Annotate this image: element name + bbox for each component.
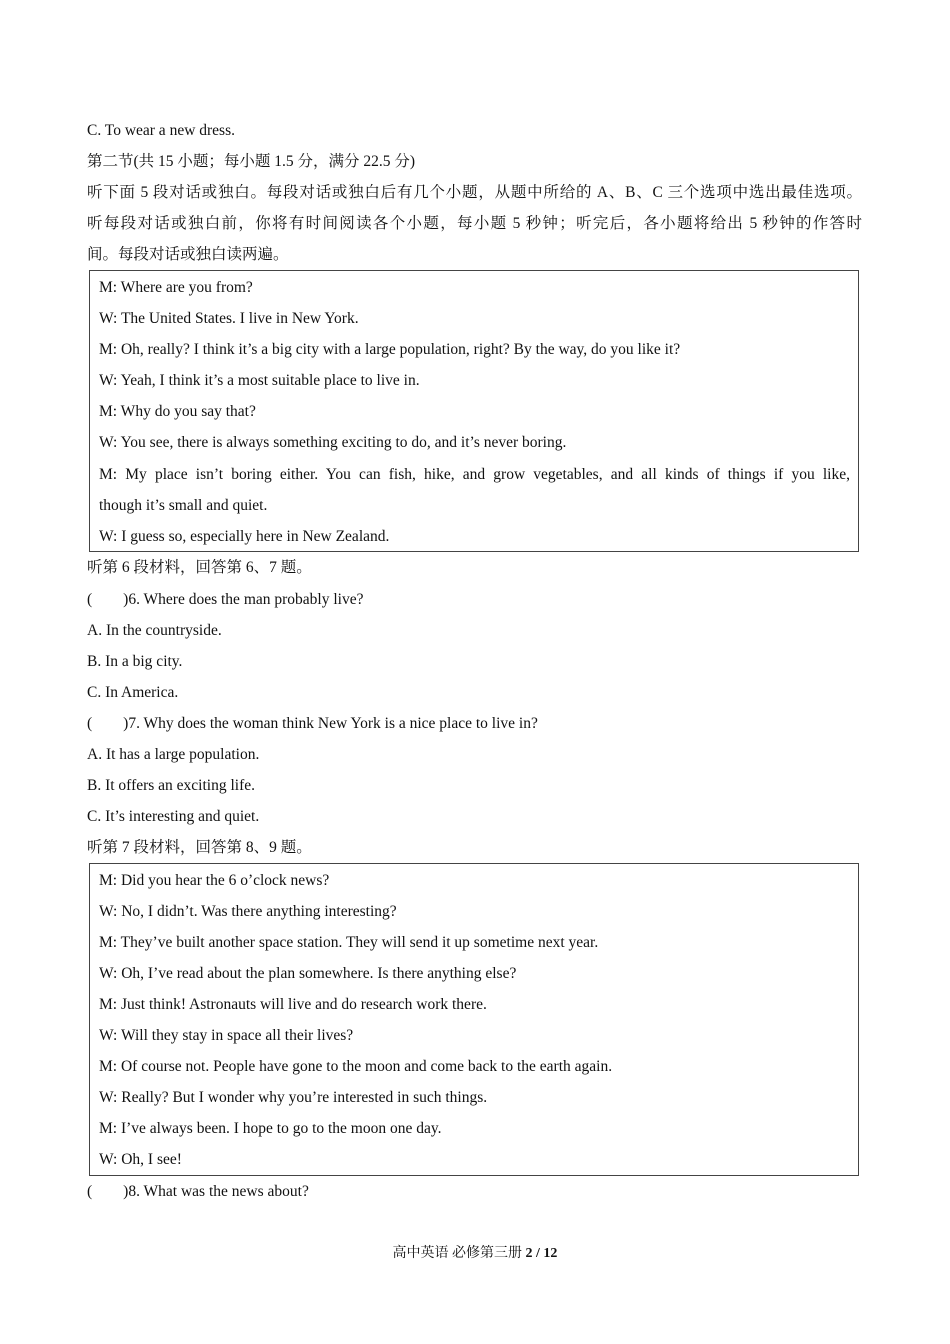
transcript-line: W: You see, there is always something exciting to do, and it’s never boring. [99, 434, 567, 451]
question-6-option-a: A. In the countryside. [87, 622, 222, 639]
transcript-line: W: I guess so, especially here in New Zealand. [99, 528, 390, 545]
question-7: ( )7. Why does the woman think New York is a nice place to live in? [87, 715, 538, 732]
transcript-line: M: I’ve always been. I hope to go to the moon one day. [99, 1120, 442, 1137]
section-intro: 听第 6 段材料，回答第 6、7 题。 [87, 559, 312, 576]
transcript-line: W: No, I didn’t. Was there anything interesting? [99, 903, 397, 920]
transcript-line: M: Did you hear the 6 o’clock news? [99, 872, 330, 889]
transcript-line: M: Just think! Astronauts will live and do research work there. [99, 996, 487, 1013]
page-number: 2 / 12 [525, 1246, 558, 1261]
question-7-option-a: A. It has a large population. [87, 746, 260, 763]
question-8: ( )8. What was the news about? [87, 1183, 309, 1200]
transcript-line: M: Why do you say that? [99, 403, 256, 420]
section-intro: 听第 7 段材料，回答第 8、9 题。 [87, 839, 312, 856]
option-c-previous: C. To wear a new dress. [87, 122, 235, 139]
transcript-line: M: Where are you from? [99, 279, 253, 296]
transcript-box-1 [89, 270, 859, 552]
question-6: ( )6. Where does the man probably live? [87, 591, 364, 608]
transcript-line: W: Yeah, I think it’s a most suitable place to live in. [99, 372, 420, 389]
transcript-line: though it’s small and quiet. [99, 497, 268, 514]
question-6-option-b: B. In a big city. [87, 653, 183, 670]
section-heading: 第二节(共 15 小题；每小题 1.5 分，满分 22.5 分) [87, 153, 416, 170]
transcript-line: W: The United States. I live in New York. [99, 310, 359, 327]
transcript-box-2 [89, 863, 859, 1176]
transcript-line: W: Will they stay in space all their lives? [99, 1027, 354, 1044]
question-7-option-c: C. It’s interesting and quiet. [87, 808, 260, 825]
transcript-line: M: Of course not. People have gone to the moon and come back to the earth again. [99, 1058, 613, 1075]
question-7-option-b: B. It offers an exciting life. [87, 777, 256, 794]
page-footer [0, 1244, 950, 1264]
transcript-line: M: They’ve built another space station. They will send it up sometime next year. [99, 934, 599, 951]
instruction-line: 听每段对话或独白前，你将有时间阅读各个小题，每小题 5 秒钟；听完后，各小题将给出 5 秒钟的作答时 [87, 215, 862, 232]
transcript-line: W: Really? But I wonder why you’re interested in such things. [99, 1089, 488, 1106]
question-6-option-c: C. In America. [87, 684, 179, 701]
footer-title: 高中英语 必修第三册 [392, 1246, 523, 1261]
transcript-line: M: My place isn’t boring either. You can fish, hike, and grow vegetables, and all kinds of things if you like, [99, 466, 850, 483]
instruction-line: 间。每段对话或独白读两遍。 [87, 246, 289, 263]
instruction-line: 听下面 5 段对话或独白。每段对话或独白后有几个小题，从题中所给的 A、B、C 三个选项中选出最佳选项。 [87, 184, 862, 201]
transcript-line: M: Oh, really? I think it’s a big city with a large population, right? By the way, do you like it? [99, 341, 681, 358]
transcript-line: W: Oh, I see! [99, 1151, 182, 1168]
transcript-line: W: Oh, I’ve read about the plan somewhere. Is there anything else? [99, 965, 517, 982]
